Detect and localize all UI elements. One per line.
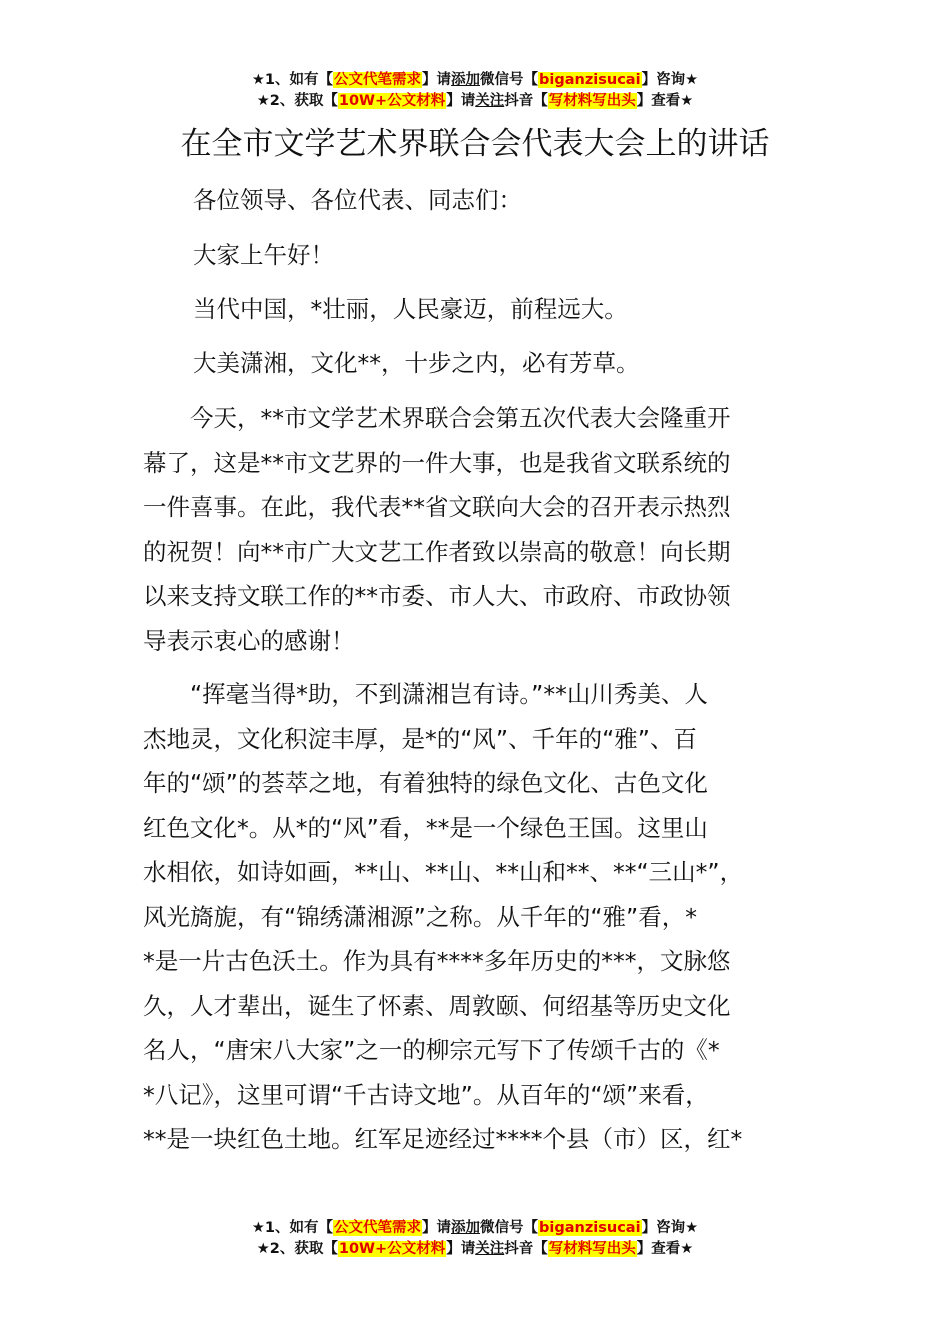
banner-text: 抖音【: [504, 93, 548, 109]
paragraph-line: 幕了，这是**市文艺界的一件大事，也是我省文联系统的: [143, 448, 731, 477]
paragraph-line: 年的“颂”的荟萃之地，有着独特的绿色文化、古色文化: [143, 769, 708, 797]
highlight-materials: 10W+公文材料: [338, 93, 446, 109]
china-line: 当代中国，*壮丽，人民豪迈，前程远大。: [193, 295, 628, 323]
banner-text: 】查看★: [636, 1241, 694, 1257]
document-title: 在全市文学艺术界联合会代表大会上的讲话: [180, 126, 770, 162]
paragraph-line: 一件喜事。在此，我代表**省文联向大会的召开表示热烈: [143, 493, 731, 521]
hello-line: 大家上午好！: [193, 241, 334, 269]
paragraph-line: 以来支持文联工作的**市委、市人大、市政府、市政协领: [143, 582, 731, 610]
banner-underlined-text: 关注: [475, 93, 505, 109]
paragraph-line: 杰地灵，文化积淀丰厚，是*的“风”、千年的“雅”、百: [143, 724, 697, 753]
paragraph-line: 红色文化*。从*的“风”看，**是一个绿色王国。这里山: [143, 813, 708, 842]
paragraph-line: *是一片古色沃土。作为具有****多年历史的***，文脉悠: [143, 947, 731, 975]
banner-underlined-text: 关注: [475, 1241, 505, 1257]
banner-text: 抖音【: [504, 1241, 548, 1257]
banner-text: ★1、如有【: [251, 72, 334, 88]
paragraph-line: 风光旖旎，有“锦绣潇湘源”之称。从千年的“雅”看，*: [143, 902, 697, 931]
paragraph-line: *八记》，这里可谓“千古诗文地”。从百年的“颂”来看，: [143, 1080, 709, 1109]
paragraph-line: 水相依，如诗如画，**山、**山、**山和**、**“三山*”，: [143, 858, 744, 886]
banner-text: ★1、如有【: [251, 1220, 334, 1236]
banner-line-2: [0, 91, 950, 112]
banner-text: 】查看★: [636, 93, 694, 109]
highlight-douyin-account: 写材料写出头: [548, 93, 636, 109]
banner-text: 微信号【: [480, 72, 539, 88]
banner-underlined-text: 添加: [451, 72, 481, 88]
paragraph-culture: [143, 672, 843, 1162]
highlight-materials: 10W+公文材料: [338, 1241, 446, 1257]
highlight-douyin-account: 写材料写出头: [548, 1241, 636, 1257]
footer-banner: [0, 1218, 950, 1260]
banner-text: 】请: [446, 1241, 476, 1257]
paragraph-line: 导表示衷心的感谢！: [143, 626, 355, 655]
banner-text: 】请: [422, 72, 452, 88]
highlight-writing-service: 公文代笔需求: [334, 72, 422, 88]
banner-text: 】咨询★: [641, 1220, 699, 1236]
banner-text: 】咨询★: [641, 72, 699, 88]
paragraph-opening: [143, 396, 843, 663]
highlight-wechat-id: biganzisucai: [539, 72, 641, 88]
paragraph-line: **是一块红色土地。红军足迹经过****个县（市）区，红*: [143, 1125, 743, 1153]
paragraph-line: 久，人才辈出，诞生了怀素、周敦颐、何绍基等历史文化: [143, 991, 731, 1020]
banner-text: 】请: [446, 93, 476, 109]
highlight-writing-service: 公文代笔需求: [334, 1220, 422, 1236]
paragraph-line: “挥毫当得*助，不到潇湘岂有诗。”**山川秀美、人: [143, 680, 708, 708]
paragraph-line: 的祝贺！向**市广大文艺工作者致以崇高的敬意！向长期: [143, 537, 731, 566]
greeting: 各位领导、各位代表、同志们：: [193, 186, 522, 214]
paragraph-line: 今天，**市文学艺术界联合会第五次代表大会隆重开: [143, 404, 731, 432]
banner-text: 】请: [422, 1220, 452, 1236]
banner-text: ★2、获取【: [256, 1241, 338, 1257]
paragraph-line: 名人，“唐宋八大家”之一的柳宗元写下了传颂千古的《*: [143, 1036, 720, 1064]
header-banner: [0, 70, 950, 112]
banner-line-1: [0, 70, 950, 91]
banner-text: ★2、获取【: [256, 93, 338, 109]
banner-underlined-text: 添加: [451, 1220, 481, 1236]
banner-line-2: [0, 1239, 950, 1260]
highlight-wechat-id: biganzisucai: [539, 1220, 641, 1236]
banner-line-1: [0, 1218, 950, 1239]
xiaoxiang-line: 大美潇湘，文化**，十步之内，必有芳草。: [193, 349, 640, 377]
banner-text: 微信号【: [480, 1220, 539, 1236]
